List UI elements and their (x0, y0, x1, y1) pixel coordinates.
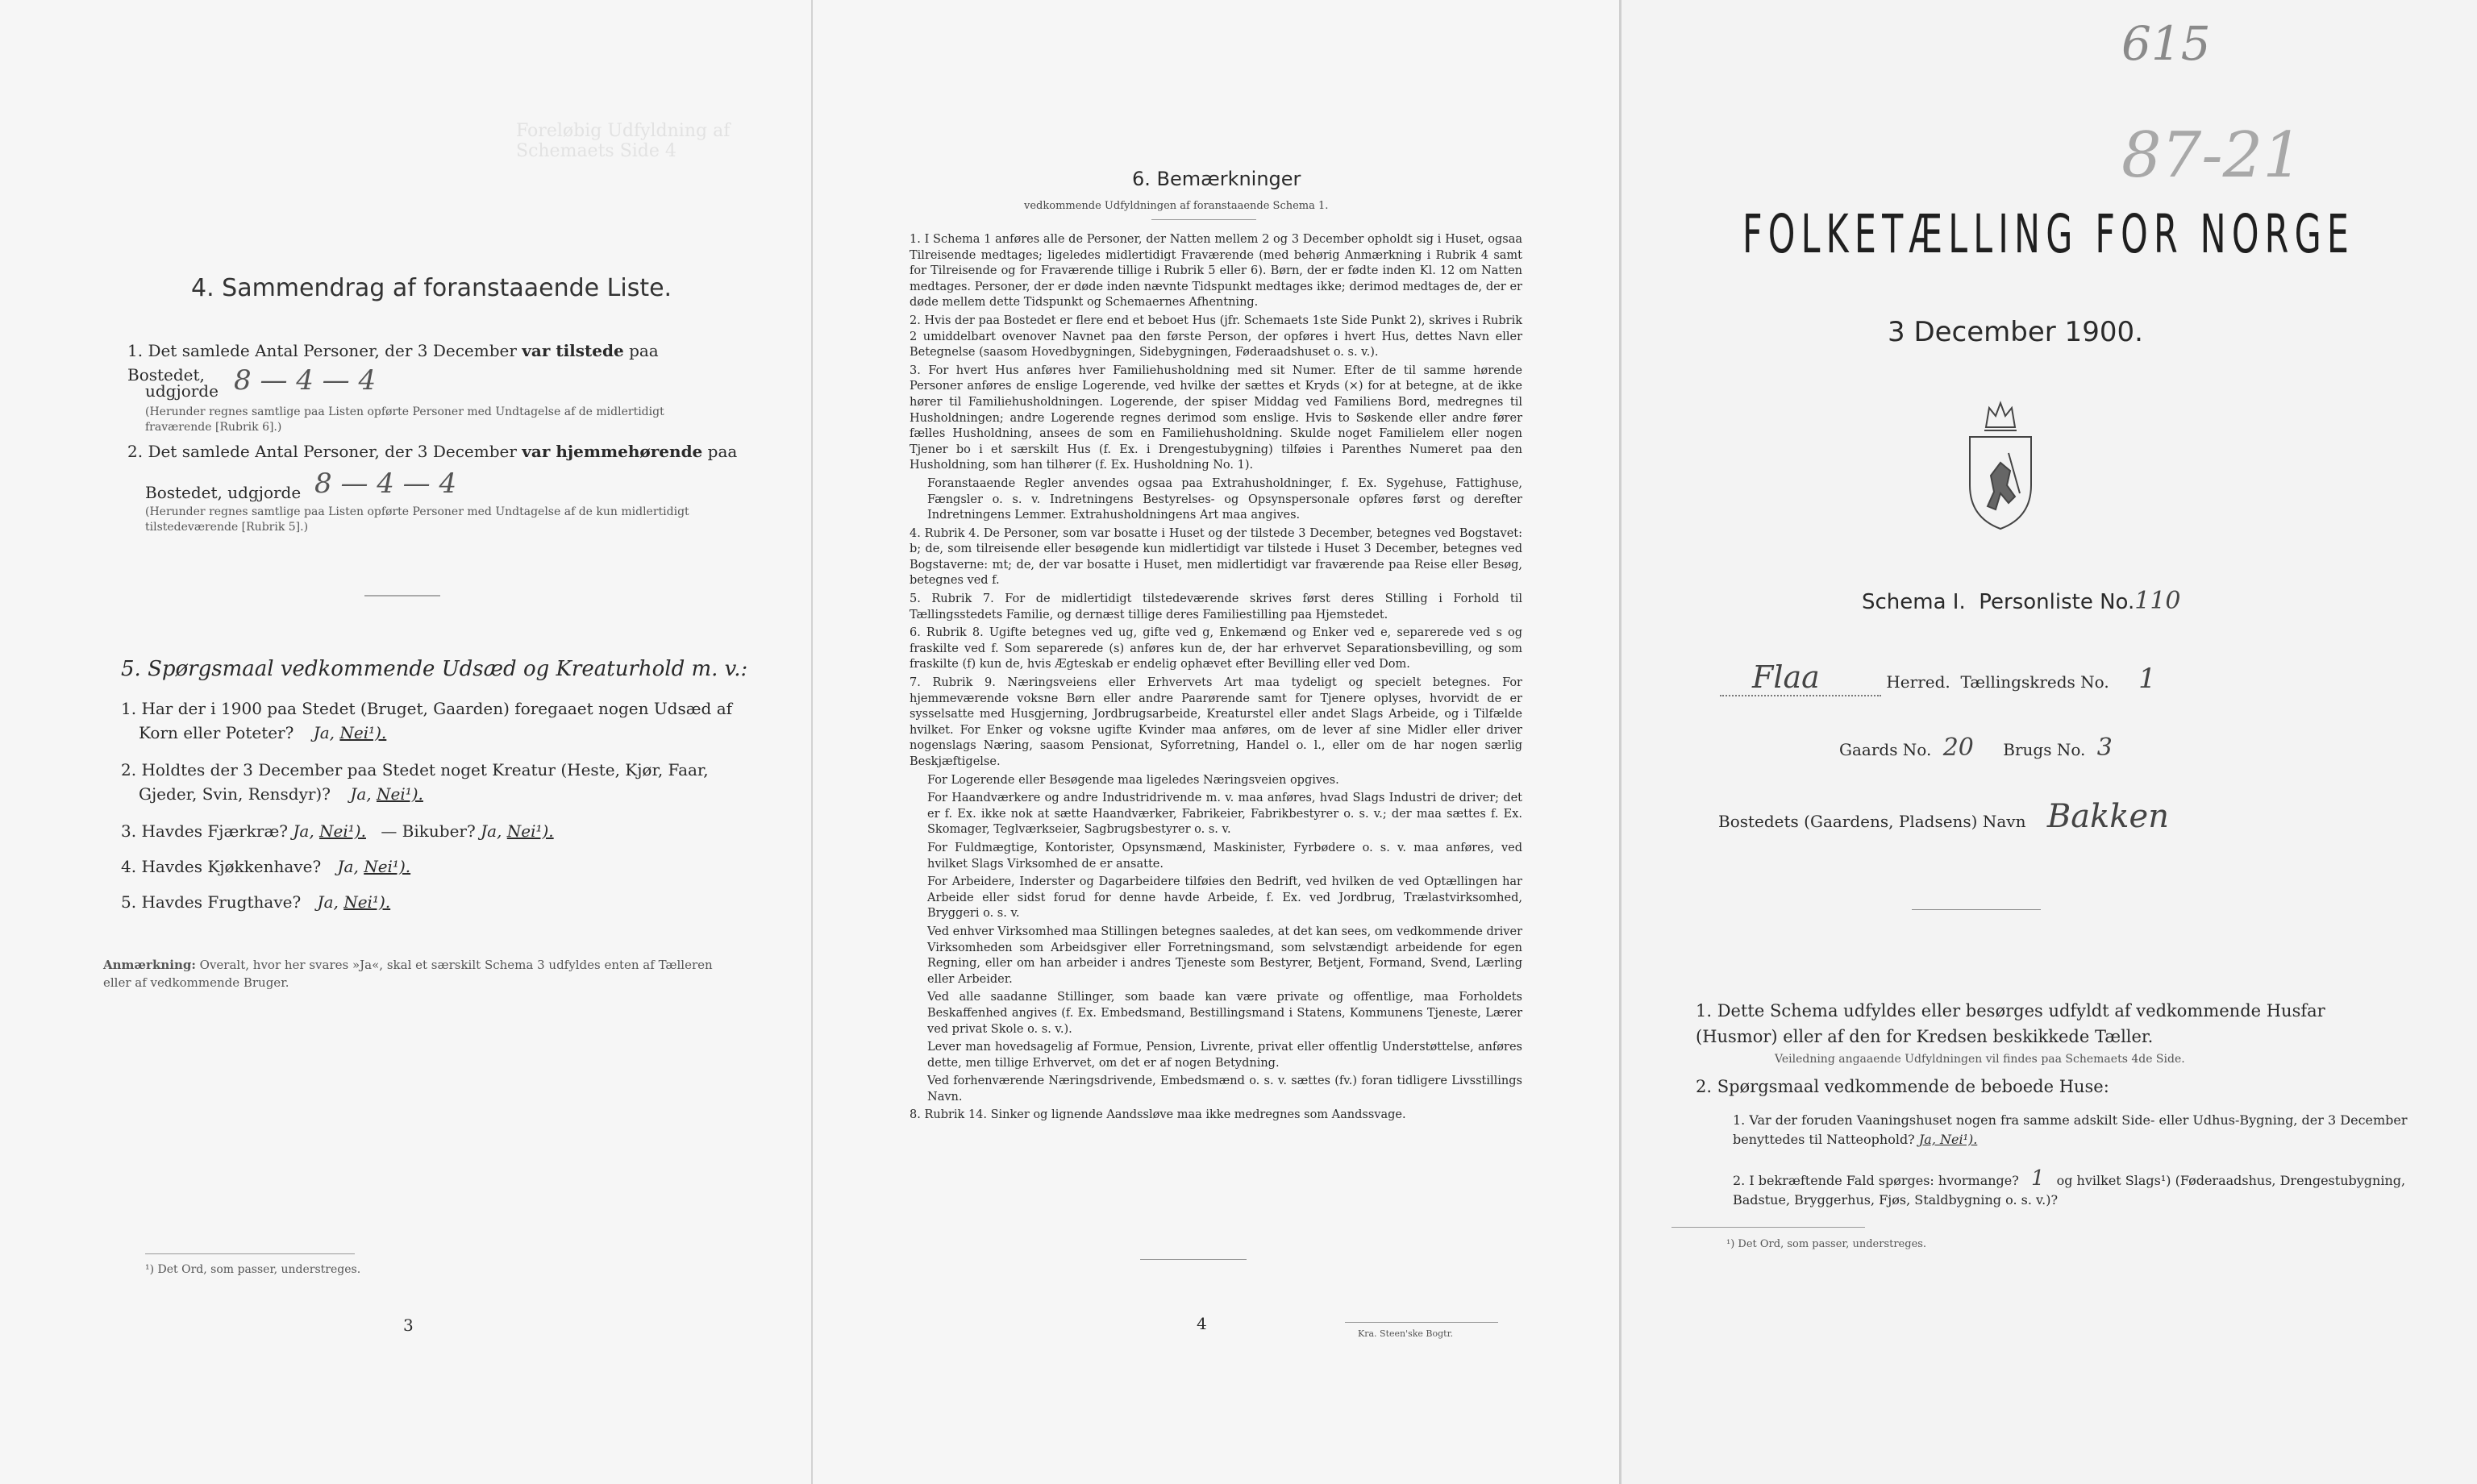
printer-imprint: Kra. Steen'ske Bogtr. (1358, 1328, 1454, 1339)
instruction-2: 2. Spørgsmaal vedkommende de beboede Huse: (1696, 1077, 2109, 1096)
remark-3-extra: Foranstaaende Regler anvendes ogsaa paa Extrahusholdninger, f. Ex. Sygehuse, Fattighuse, Fængsler o. s. v. Indretningens Bestyrelses- og Opsynspersonale opføres først og derefter Indretningens Lemmer. Extrahusholdningens Art maa angives. (927, 476, 1522, 522)
divider (1151, 219, 1256, 220)
remark-7-fuldmaegtige: For Fuldmægtige, Kontorister, Opsynsmænd, Maskinister, Fyrbødere o. s. v. maa anføres, ved hvilket Slags Virksomhed de er ansatte. (927, 841, 1522, 871)
page-number: 3 (403, 1316, 414, 1335)
herred-line: Flaa Herred. Tællingskreds No. 1 (1720, 659, 2413, 696)
udsaed-question-1: 1. Har der i 1900 paa Stedet (Bruget, Gaarden) foregaaet nogen Udsæd af Korn eller Poteter? Ja, Nei¹). (121, 699, 733, 742)
section-5-title: 5. Spørgsmaal vedkommende Udsæd og Kreaturhold m. v.: (121, 657, 748, 681)
remark-7-arbeidere: For Arbeidere, Inderster og Dagarbeidere tilføies den Bedrift, ved hvilken de ved Optællingen har Arbeide eller sidst forud for denne havde Arbeide, f. Ex. ved Jordbrug, Trælastvirksomhed, Bryggeri o. s. v. (927, 875, 1522, 921)
q2-note: (Herunder regnes samtlige paa Listen opførte Personer med Undtagelse af de kun midlertidigt tilstedeværende [Rubrik 5].) (145, 505, 689, 534)
footnote: ¹) Det Ord, som passer, understreges. (145, 1263, 361, 1276)
udsaed-question-4: 4. Havdes Kjøkkenhave? Ja, Nei¹). (121, 857, 411, 876)
remark-3: 3. For hvert Hus anføres hver Familiehusholdning med sit Numer. Efter de til samme hørende Personer anføres de enslige Logerende, ved hvilke der sættes et Kryds (×) for at betegne, at de ikke hører til Familiehusholdningen. Logerende, der spiser Middag ved Familiens Bord, medregnes til Husholdningen; andre Logerende regnes derimod som enslige. Hvis to Søskende eller andre fører fælles Husholdning, ansees de som en Familiehusholdning. Skulde noget Familielem eller nogen Tjener bo i et særskilt Hus (f. Ex. i Drengestubygning) tilføies i Parenthes Numeret paa den Husholdning, som han tilhører (f. Ex. Husholdning No. 1). (910, 364, 1522, 472)
q1-handwritten-value: 8 — 4 — 4 (234, 364, 377, 397)
printer-rule (1345, 1322, 1498, 1323)
remark-6: 6. Rubrik 8. Ugifte betegnes ved ug, gifte ved g, Enkemænd og Enker ved e, separerede ved s og fraskilte ved f. Som separerede (s) anføres kun de, der har erhvervet Separationsbevilling, og som fraskilte (f) kun de, hvis Ægteskab er endelig ophævet efter Bevilling eller ved Dom. (910, 626, 1522, 671)
remark-5: 5. Rubrik 7. For de midlertidigt tilstedeværende skrives først deres Stilling i Forhold til Tællingsstedets Familie, og dernæst tillige deres Familiestilling paa Hjemstedet. (910, 592, 1522, 621)
q1-note: (Herunder regnes samtlige paa Listen opførte Personer med Undtagelse af de midlertidigt fraværende [Rubrik 6].) (145, 405, 664, 434)
divider (1140, 1259, 1247, 1260)
summary-question-2: 2. Det samlede Antal Personer, der 3 December var hjemmehørende paa (127, 442, 738, 461)
coat-of-arms-icon (1960, 397, 2041, 534)
remark-7-virksomhed: Ved enhver Virksomhed maa Stillingen betegnes saaledes, at det kan sees, om vedkommende driver Virksomheden som Arbeidsgiver eller Forretningsmand, som selvstændigt arbeidende for egen Regning, eller om han arbeider i andres Tjeneste som Bestyrer, Betjent, Formand, Svend, Lærling eller Arbeider. (927, 925, 1522, 986)
footnote-rule (1671, 1227, 1865, 1228)
footnote-rule (145, 1253, 355, 1254)
q1-label: udgjorde (145, 381, 219, 401)
remark-2: 2. Hvis der paa Bostedet er flere end et beboet Hus (jfr. Schemaets 1ste Side Punkt 2), skrives i Rubrik 2 umiddelbart ovenover Navnet paa den første Person, der opføres i hvert Hus, dettes Navn eller Betegnelse (saasom Hovedbygningen, Sidebygningen, Føderaadshuset o. s. v.). (910, 314, 1522, 360)
archive-mark-2: 87-21 (2121, 119, 2303, 192)
udsaed-question-3: 3. Havdes Fjærkræ? Ja, Nei¹). — Bikuber? Ja, Nei¹). (121, 821, 554, 841)
remark-7-logerende: For Logerende eller Besøgende maa ligeledes Næringsveien opgives. (927, 773, 1339, 787)
remarks-subtitle: vedkommende Udfyldningen af foranstaaende Schema 1. (1024, 200, 1329, 212)
remark-7-haandvaerkere: For Haandværkere og andre Industridrivende m. v. maa anføres, hvad Slags Industri de driver; det er f. Ex. ikke nok at sætte Haandværker, Fabrikeier, Fabrikbestyrer o. s. v.; der maa sættes f. Ex. Skomager, Teglværkseier, Sagbrugsbestyrer o. s. v. (927, 792, 1522, 837)
q2-handwritten-value: 8 — 4 — 4 (314, 468, 457, 500)
ornament-divider (1912, 909, 2041, 910)
page-1 (1619, 0, 2477, 1484)
page-3 (0, 0, 811, 1484)
summary-question-1: 1. Det samlede Antal Personer, der 3 December var tilstede paa Bostedet, (127, 341, 659, 385)
schema-heading: Schema I. Personliste No.110 (1862, 587, 2181, 615)
anmerkning: Anmærkning: Overalt, hvor her svares »Ja«, skal et særskilt Schema 3 udfyldes enten af Tælleren eller af vedkommende Bruger. (103, 958, 713, 990)
divider (364, 595, 440, 597)
footnote: ¹) Det Ord, som passer, understreges. (1726, 1238, 1927, 1250)
archive-mark-1: 615 (2121, 16, 2211, 71)
page-number: 4 (1197, 1314, 1207, 1333)
remark-4: 4. Rubrik 4. De Personer, som var bosatte i Huset og der tilstede 3 December, betegnes ved Bogstavet: b; de, som tilreisende eller besøgende kun midlertidigt var tilstede i Huset 3 December, betegnes ved Bogstaverne: mt; de, der var bosatte i Huset, men midlertidigt var fraværende paa Reise eller Besøg, betegnes ved f. (910, 526, 1522, 588)
house-question-2: 2. I bekræftende Fald spørges: hvormange? 1 og hvilket Slags¹) (Føderaadshus, Drengestubygning, Badstue, Bryggerhus, Fjøs, Staldbygning o. s. v.)? (1733, 1166, 2406, 1208)
bosted-line: Bostedets (Gaardens, Pladsens) Navn Bakken (1718, 798, 2169, 835)
gaards-line: Gaards No. 20 Brugs No. 3 (1839, 734, 2113, 762)
q2-label: Bostedet, udgjorde (145, 483, 302, 502)
instruction-1: 1. Dette Schema udfyldes eller besørges udfyldt af vedkommende Husfar (Husmor) eller af den for Kredsen beskikkede Tæller. (1696, 1001, 2325, 1046)
remark-7: 7. Rubrik 9. Næringsveiens eller Erhvervets Art maa tydeligt og specielt betegnes. For hjemmeværende voksne Børn eller andre Paarørende samt for Tjenere oplyses, hvorvidt de er sysselsatte med Husgjerning, Jordbrugsarbeide, Kreaturstel eller andet Slags Arbeide, og i Tilfælde hvilket. For Enker og voksne ugifte Kvinder maa anføres, om de lever af sine Midler eller driver nogenslags Næring, saasom Pensionat, Syforretning, Handel o. l., eller om de har nogen særlig Beskjæftigelse. (910, 676, 1522, 768)
udsaed-question-5: 5. Havdes Frugthave? Ja, Nei¹). (121, 892, 391, 912)
remark-7-forhenvaerende: Ved forhenværende Næringsdrivende, Embedsmænd o. s. v. sættes (fv.) foran tidligere Livsstillings Navn. (927, 1075, 1522, 1104)
remark-8: 8. Rubrik 14. Sinker og lignende Aandssløve maa ikke medregnes som Aandssvage. (910, 1108, 1406, 1122)
main-title: FOLKETÆLLING FOR NORGE (1742, 203, 2355, 265)
udsaed-question-2: 2. Holdtes der 3 December paa Stedet noget Kreatur (Heste, Kjør, Faar, Gjeder, Svin, Rensdyr)? Ja, Nei¹). (121, 760, 709, 804)
remark-7-stillinger: Ved alle saadanne Stillinger, som baade kan være private og offentlige, maa Forholdets Beskaffenhed angives (f. Ex. Embedsmand, Bestillingsmand i Statens, Kommunens Tjeneste, Lærer ved privat Skole o. s. v.). (927, 991, 1522, 1036)
remark-1: 1. I Schema 1 anføres alle de Personer, der Natten mellem 2 og 3 December opholdt sig i Huset, ogsaa Tilreisende medtages; ligeledes midlertidigt Fraværende (med behørig Anmærkning i Rubrik 4 samt for Tilreisende og for Fraværende tillige i Rubrik 5 eller 6). Børn, der er fødte inden Kl. 12 om Natten medtages. Personer, der er døde inden nævnte Tidspunkt medtages ikke; derimod medtages de, der er døde mellem dette Tidspunkt og Schemaernes Afhentning. (910, 233, 1522, 310)
instruction-1-note: Veiledning angaaende Udfyldningen vil findes paa Schemaets 4de Side. (1775, 1053, 2185, 1066)
remark-7-formue: Lever man hovedsagelig af Formue, Pension, Livrente, privat eller offentlig Understøttelse, anføres dette, men tillige Erhvervet, om det er af nogen Betydning. (927, 1041, 1522, 1070)
ghost-header: Foreløbig Udfyldning af Schemaets Side 4 (516, 121, 731, 161)
house-question-1: 1. Var der foruden Vaaningshuset nogen fra samme adskilt Side- eller Udhus-Bygning, der 3 December benyttedes til Natteophold? Ja, Nei¹). (1733, 1112, 2408, 1147)
census-date: 3 December 1900. (1888, 316, 2143, 348)
remarks-title: 6. Bemærkninger (1132, 168, 1301, 190)
remarks-list (910, 232, 1522, 1126)
section-4-title: 4. Sammendrag af foranstaaende Liste. (191, 274, 672, 302)
